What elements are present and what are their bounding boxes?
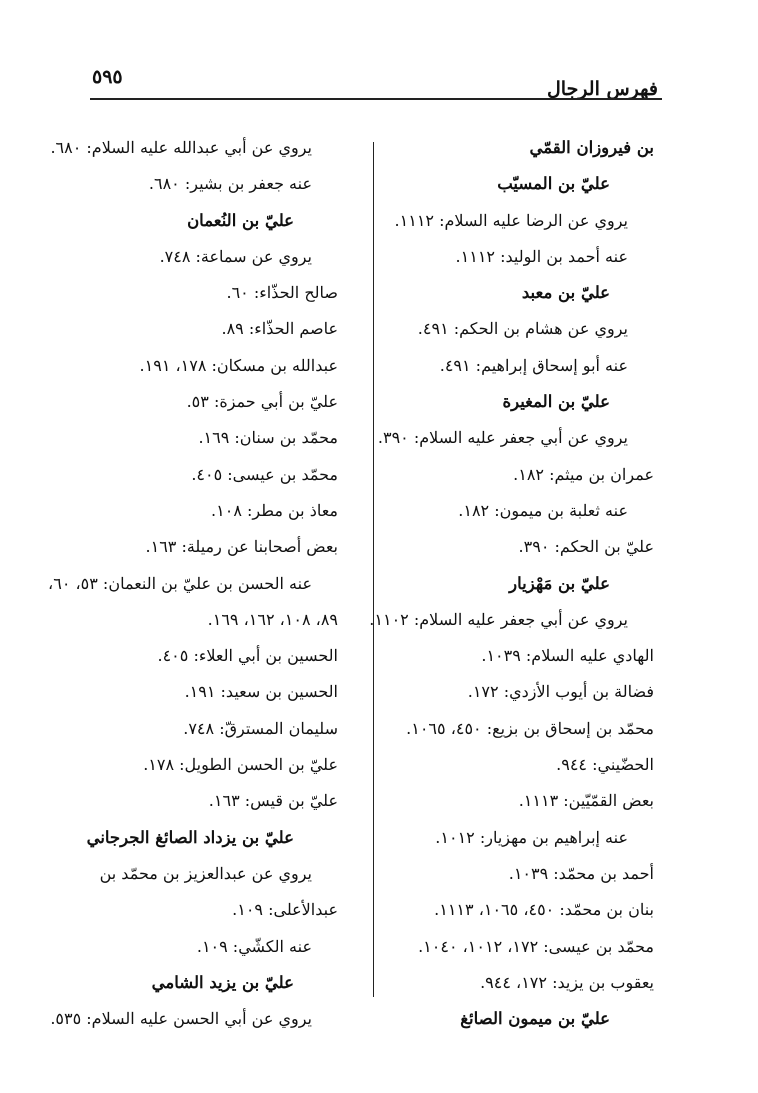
index-entry-line: يروي عن عبدالعزيز بن محمّد بن	[99, 863, 312, 883]
column-divider	[373, 142, 374, 997]
index-entry-line: يروي عن سماعة: ٧٤٨.	[159, 246, 312, 266]
index-entry-heading: عليّ بن النُعمان	[187, 210, 294, 230]
index-entry-line: عمران بن ميثم: ١٨٢.	[513, 464, 654, 484]
index-entry-line: عليّ بن الحسن الطويل: ١٧٨.	[143, 755, 338, 775]
index-entry-line: عنه جعفر بن بشير: ٦٨٠.	[148, 174, 312, 194]
index-entry-line: محمّد بن سنان: ١٦٩.	[198, 428, 338, 448]
index-column-left	[48, 130, 338, 1037]
index-entry-heading: عليّ بن مَهْزيار	[509, 573, 610, 593]
index-entry-line: محمّد بن عيسى: ١٧٢، ١٠١٢، ١٠٤٠.	[418, 936, 654, 956]
index-entry-line: يروي عن أبي عبدالله عليه السلام: ٦٨٠.	[50, 138, 312, 157]
index-entry-line: يروي عن الرضا عليه السلام: ١١١٢.	[394, 210, 628, 230]
index-entry-heading: عليّ بن يزداد الصائغ الجرجاني	[86, 827, 294, 847]
index-entry-line: يعقوب بن يزيد: ١٧٢، ٩٤٤.	[480, 972, 654, 992]
index-entry-line: عنه أبو إسحاق إبراهيم: ٤٩١.	[439, 355, 628, 375]
index-entry-heading: عليّ بن معبد	[521, 283, 610, 303]
index-entry-line: محمّد بن عيسى: ٤٠٥.	[191, 464, 338, 484]
index-entry-line: يروي عن أبي جعفر عليه السلام: ٣٩٠.	[377, 428, 628, 448]
index-entry-line: بعض أصحابنا عن رميلة: ١٦٣.	[145, 537, 338, 557]
index-entry-line: عليّ بن الحكم: ٣٩٠.	[518, 537, 654, 557]
index-entry-line: عليّ بن أبي حمزة: ٥٣.	[186, 392, 338, 412]
index-entry-line: عبدالله بن مسكان: ١٧٨، ١٩١.	[139, 355, 338, 375]
index-entry-line: الحسين بن سعيد: ١٩١.	[184, 682, 338, 702]
index-entry-line: عنه الحسن بن عليّ بن النعمان: ٥٣، ٦٠،	[48, 573, 312, 593]
index-entry-heading: عليّ بن المغيرة	[502, 392, 610, 412]
index-entry-line: عنه الكشّي: ١٠٩.	[196, 936, 312, 956]
index-entry-heading: عليّ بن المسيّب	[497, 174, 610, 194]
index-entry-line: الهادي عليه السلام: ١٠٣٩.	[481, 646, 654, 666]
running-title: فهرس الرجال	[546, 78, 658, 100]
index-entry-line: الحضّيني: ٩٤٤.	[556, 755, 654, 775]
index-entry-line: بعض القمّيّين: ١١١٣.	[518, 791, 654, 811]
index-entry-line: محمّد بن إسحاق بن بزيع: ٤٥٠، ١٠٦٥.	[406, 718, 654, 738]
index-entry-heading: بن فيروزان القمّي	[529, 138, 654, 157]
index-entry-line: سليمان المسترقّ: ٧٤٨.	[183, 718, 338, 738]
index-entry-line: يروي عن هشام بن الحكم: ٤٩١.	[417, 319, 628, 339]
index-entry-line: عليّ بن قيس: ١٦٣.	[208, 791, 338, 811]
page-number: ٥٩٥	[92, 66, 123, 88]
index-entry-line: الحسين بن أبي العلاء: ٤٠٥.	[157, 646, 338, 666]
index-entry-line: فضالة بن أيوب الأزدي: ١٧٢.	[467, 682, 654, 702]
index-entry-line: أحمد بن محمّد: ١٠٣٩.	[508, 863, 654, 883]
index-entry-line: عنه ثعلبة بن ميمون: ١٨٢.	[458, 500, 628, 520]
index-entry-heading: عليّ بن ميمون الصائغ	[460, 1009, 610, 1029]
index-entry-line: ٨٩، ١٠٨، ١٦٢، ١٦٩.	[207, 609, 338, 629]
index-entry-line: عنه إبراهيم بن مهزيار: ١٠١٢.	[435, 827, 628, 847]
index-entry-line: بنان بن محمّد: ٤٥٠، ١٠٦٥، ١١١٣.	[434, 900, 654, 920]
index-entry-line: معاذ بن مطر: ١٠٨.	[211, 500, 338, 520]
index-entry-line: يروي عن أبي جعفر عليه السلام: ١١٠٢.	[369, 609, 628, 629]
index-entry-line: عنه أحمد بن الوليد: ١١١٢.	[455, 246, 628, 266]
index-entry-line: عاصم الحذّاء: ٨٩.	[221, 319, 338, 339]
index-entry-heading: عليّ بن يزيد الشامي	[151, 972, 294, 992]
index-column-right	[369, 130, 654, 1037]
header-rule	[90, 98, 662, 100]
index-entry-line: يروي عن أبي الحسن عليه السلام: ٥٣٥.	[50, 1009, 312, 1029]
index-entry-line: صالح الحذّاء: ٦٠.	[226, 283, 338, 303]
index-entry-line: عبدالأعلى: ١٠٩.	[232, 900, 338, 920]
